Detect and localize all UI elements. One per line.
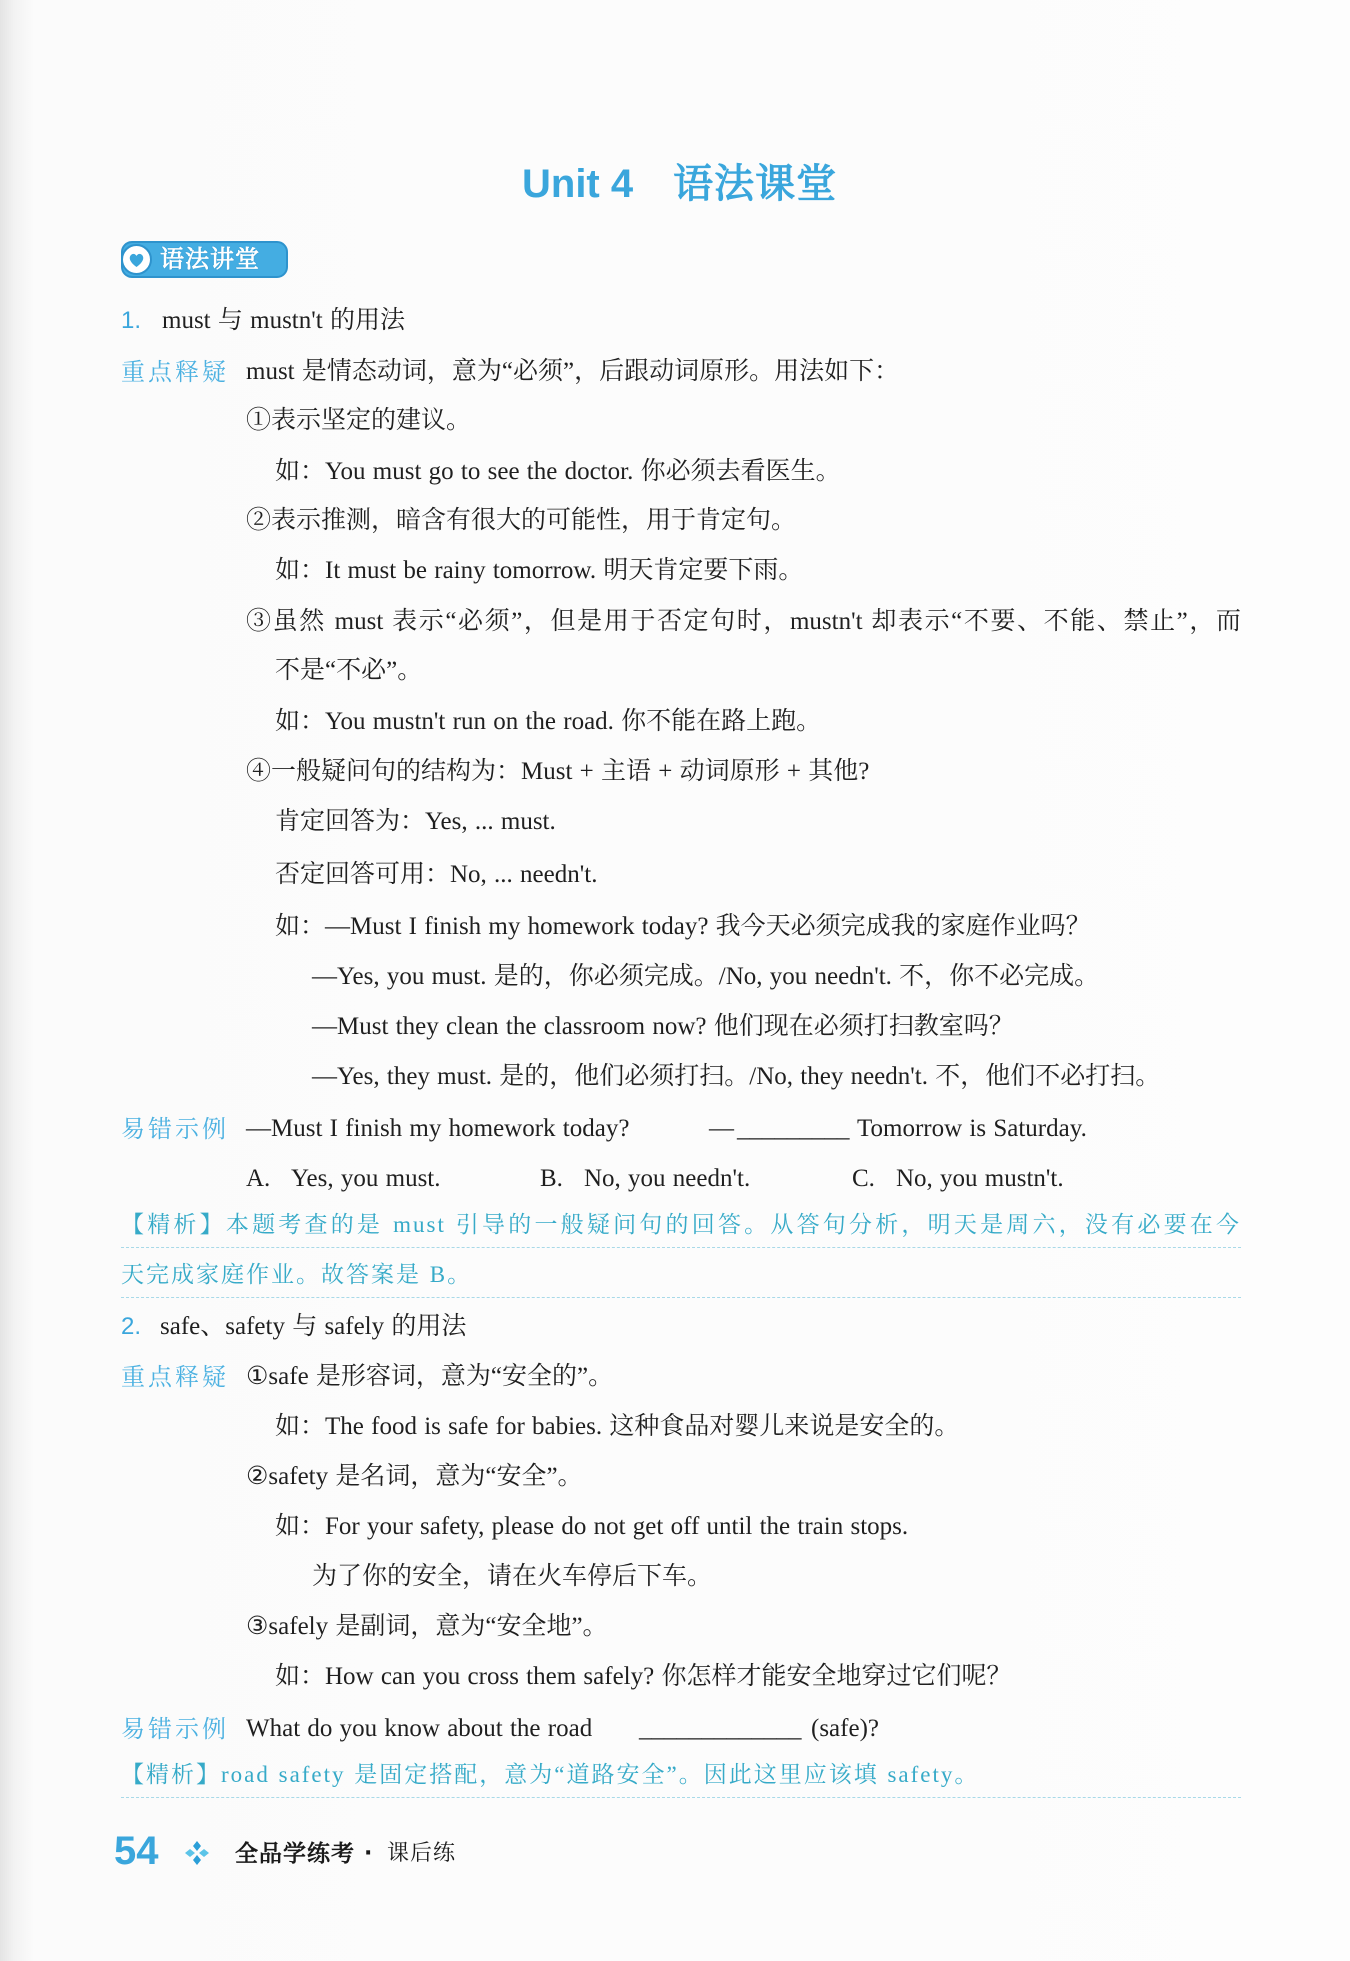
mistake-label: 易错示例 — [121, 1715, 229, 1743]
option-letter: A. — [246, 1165, 271, 1192]
intro-text: must 是情态动词，意为“必须”，后跟动词原形。用法如下： — [246, 358, 900, 385]
section-badge-label: 语法讲堂 — [160, 245, 260, 273]
affirmative-answer-row — [0, 797, 1350, 847]
example-row — [0, 1502, 1350, 1552]
point-2-usage-row — [0, 1352, 1350, 1402]
option-text: No, you mustn't. — [896, 1165, 1064, 1192]
usage-text: ④一般疑问句的结构为：Must + 主语 + 动词原形 + 其他? — [246, 758, 870, 785]
diamond-cluster-icon — [184, 1840, 210, 1866]
mistake-row — [0, 1704, 1350, 1754]
analysis-text: 天完成家庭作业。故答案是 B。 — [121, 1250, 1241, 1298]
fill-in-blank: _____________ — [639, 1715, 802, 1742]
example-sentence: 如：It must be rainy tomorrow. 明天肯定要下雨。 — [275, 557, 804, 584]
usage-text: ①表示坚定的建议。 — [246, 407, 472, 434]
usage-text: ②表示推测，暗含有很大的可能性，用于肯定句。 — [246, 507, 797, 534]
answer-dash: — — [709, 1115, 734, 1142]
mistake-question: —Must I finish my homework today? — [246, 1115, 630, 1142]
mistake-question: What do you know about the road — [246, 1715, 593, 1742]
example-sentence: 如：You mustn't run on the road. 你不能在路上跑。 — [275, 708, 822, 735]
point-1-number: 1. — [121, 307, 142, 334]
option-letter: B. — [540, 1165, 563, 1192]
usage-text: ③虽然 must 表示“必须”，但是用于否定句时，mustn't 却表示“不要、不能、禁止”，而 — [246, 608, 1241, 635]
dialog-row — [0, 1052, 1350, 1102]
dialog-line: —Must they clean the classroom now? 他们现在必须打扫教室吗？ — [312, 1013, 1014, 1040]
negative-answer-row — [0, 850, 1350, 900]
analysis-row — [0, 1750, 1350, 1800]
option-text: Yes, you must. — [291, 1165, 441, 1192]
option-text: No, you needn't. — [584, 1165, 751, 1192]
negative-answer: 否定回答可用：No, ... needn't. — [275, 861, 598, 888]
analysis-line — [121, 1750, 1241, 1798]
footer-separator: · — [364, 1841, 373, 1866]
example-row — [0, 1652, 1350, 1702]
point-1-intro-row — [0, 347, 1350, 397]
option-letter: C. — [852, 1165, 875, 1192]
usage-row — [0, 396, 1350, 446]
usage-row — [0, 597, 1350, 647]
point-2-heading: safe、safety 与 safely 的用法 — [160, 1313, 467, 1340]
dialog-row — [0, 1002, 1350, 1052]
usage-text: ①safe 是形容词，意为“安全的”。 — [246, 1363, 614, 1390]
analysis-line — [121, 1200, 1241, 1248]
point-2-heading-row — [0, 1302, 1350, 1352]
analysis-text: road safety 是固定搭配，意为“道路安全”。因此这里应该填 safety。 — [221, 1762, 980, 1787]
analysis-row — [0, 1250, 1350, 1300]
translation-row — [0, 1552, 1350, 1602]
usage-row-continued — [0, 646, 1350, 696]
mistake-row — [0, 1104, 1350, 1154]
example-sentence: 如：You must go to see the doctor. 你必须去看医生。 — [275, 458, 841, 485]
example-row — [0, 546, 1350, 596]
example-sentence: 如：The food is safe for babies. 这种食品对婴儿来说是安全的。 — [275, 1413, 960, 1440]
point-1-heading: must 与 mustn't 的用法 — [162, 307, 405, 334]
example-translation: 为了你的安全，请在火车停后下车。 — [312, 1563, 713, 1590]
example-sentence: 如：For your safety, please do not get off until the train stops. — [275, 1513, 909, 1540]
affirmative-answer: 肯定回答为：Yes, ... must. — [275, 808, 556, 835]
example-row — [0, 697, 1350, 747]
heart-bubble-icon — [120, 243, 153, 276]
page-title — [522, 158, 837, 210]
usage-text-continued: 不是“不必”。 — [275, 657, 423, 684]
analysis-text: 本题考查的是 must 引导的一般疑问句的回答。从答句分析，明天是周六，没有必要在今 — [225, 1212, 1242, 1237]
key-points-label: 重点释疑 — [121, 358, 229, 386]
point-1-heading-row — [0, 296, 1350, 346]
mistake-label: 易错示例 — [121, 1115, 229, 1143]
lesson-title: 语法课堂 — [673, 161, 838, 207]
usage-text: ③safely 是副词，意为“安全地”。 — [246, 1613, 608, 1640]
usage-text: ②safety 是名词，意为“安全”。 — [246, 1463, 583, 1490]
fill-in-blank: _________ — [737, 1115, 850, 1142]
options-row — [0, 1154, 1350, 1204]
example-row — [0, 447, 1350, 497]
analysis-label: 【精析】 — [121, 1762, 221, 1787]
usage-row — [0, 496, 1350, 546]
usage-row — [0, 1602, 1350, 1652]
footer-page-number: 54 — [114, 1829, 159, 1873]
analysis-label: 【精析】 — [121, 1212, 226, 1237]
example-row — [0, 902, 1350, 952]
example-row — [0, 1402, 1350, 1452]
mistake-followup: Tomorrow is Saturday. — [857, 1115, 1087, 1142]
dialog-row — [0, 952, 1350, 1002]
example-sentence: 如：How can you cross them safely? 你怎样才能安全地穿过它们呢？ — [275, 1663, 1012, 1690]
dialog-line: —Yes, they must. 是的，他们必须打扫。/No, they needn't. 不，他们不必打扫。 — [312, 1063, 1161, 1090]
usage-row — [0, 1452, 1350, 1502]
footer-brand: 全品学练考 — [235, 1841, 355, 1867]
dialog-line: —Yes, you must. 是的，你必须完成。/No, you needn't. 不，你不必完成。 — [312, 963, 1100, 990]
section-badge — [121, 241, 288, 278]
point-2-number: 2. — [121, 1313, 142, 1340]
mistake-hint: (safe)? — [811, 1715, 879, 1742]
example-sentence: 如：—Must I finish my homework today? 我今天必须完成我的家庭作业吗？ — [275, 913, 1091, 940]
usage-row — [0, 747, 1350, 797]
footer-series: 课后练 — [387, 1841, 457, 1866]
analysis-row — [0, 1200, 1350, 1250]
unit-label: Unit 4 — [522, 162, 634, 206]
key-points-label: 重点释疑 — [121, 1363, 229, 1391]
